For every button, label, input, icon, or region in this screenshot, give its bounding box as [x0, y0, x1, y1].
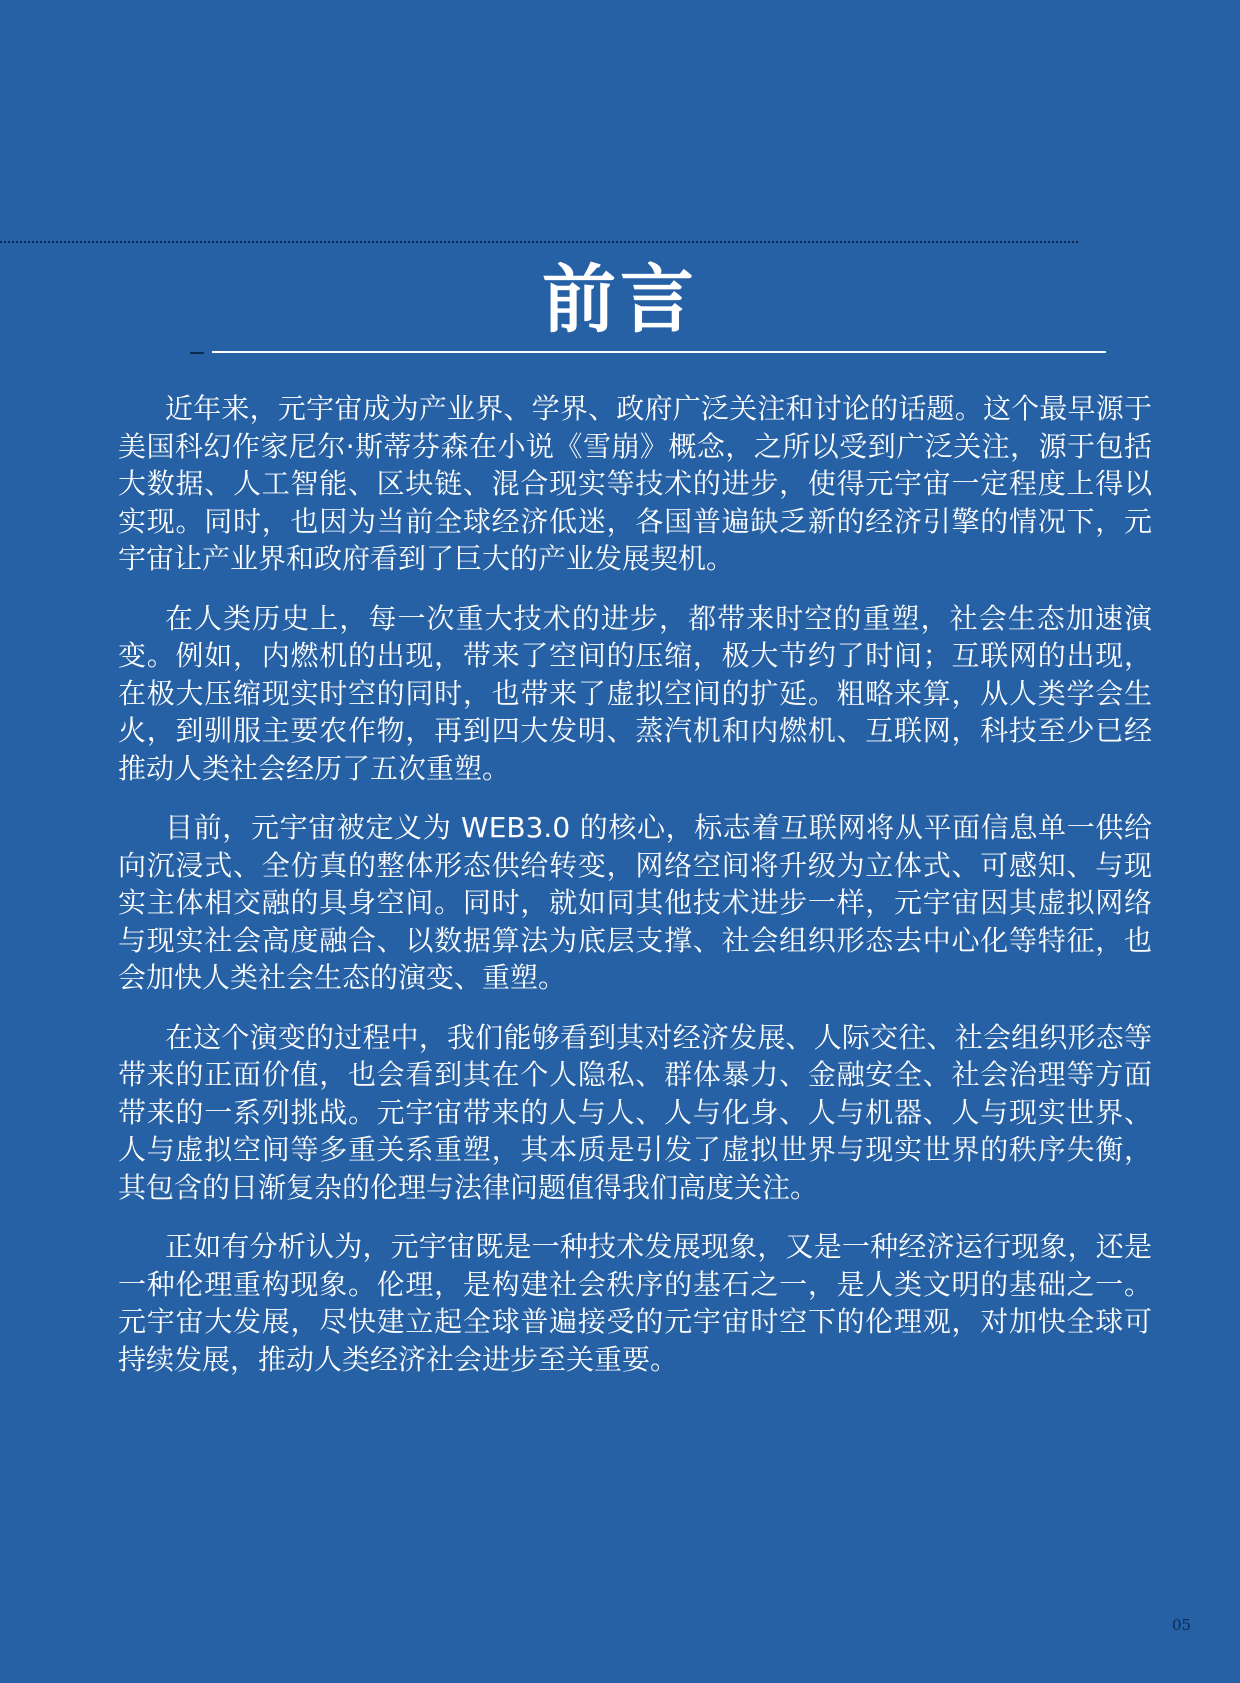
- paragraph: 目前，元宇宙被定义为 WEB3.0 的核心，标志着互联网将从平面信息单一供给向沉浸式、全仿真的整体形态供给转变，网络空间将升级为立体式、可感知、与现实主体相交融的具身空间。同时，就如同其他技术进步一样，元宇宙因其虚拟网络与现实社会高度融合、以数据算法为底层支撑、社会组织形态去中心化等特征，也会加快人类社会生态的演变、重塑。: [118, 811, 1152, 994]
- page-number: 05: [1172, 1616, 1192, 1634]
- top-dotted-divider: [0, 241, 1078, 243]
- title-underline-accent: [190, 352, 204, 354]
- page-title: 前言: [542, 257, 698, 343]
- paragraph: 正如有分析认为，元宇宙既是一种技术发展现象，又是一种经济运行现象，还是一种伦理重构现象。伦理，是构建社会秩序的基石之一，是人类文明的基础之一。元宇宙大发展，尽快建立起全球普遍接受的元宇宙时空下的伦理观，对加快全球可持续发展，推动人类经济社会进步至关重要。: [118, 1230, 1152, 1376]
- paragraph: 近年来，元宇宙成为产业界、学界、政府广泛关注和讨论的话题。这个最早源于美国科幻作家尼尔·斯蒂芬森在小说《雪崩》概念，之所以受到广泛关注，源于包括大数据、人工智能、区块链、混合现实等技术的进步，使得元宇宙一定程度上得以实现。同时，也因为当前全球经济低迷，各国普遍缺乏新的经济引擎的情况下，元宇宙让产业界和政府看到了巨大的产业发展契机。: [118, 392, 1152, 575]
- paragraph: 在这个演变的过程中，我们能够看到其对经济发展、人际交往、社会组织形态等带来的正面价值，也会看到其在个人隐私、群体暴力、金融安全、社会治理等方面带来的一系列挑战。元宇宙带来的人与人、人与化身、人与机器、人与现实世界、人与虚拟空间等多重关系重塑，其本质是引发了虚拟世界与现实世界的秩序失衡，其包含的日渐复杂的伦理与法律问题值得我们高度关注。: [118, 1020, 1152, 1204]
- paragraph: 在人类历史上，每一次重大技术的进步，都带来时空的重塑，社会生态加速演变。例如，内燃机的出现，带来了空间的压缩，极大节约了时间；互联网的出现，在极大压缩现实时空的同时，也带来了虚拟空间的扩延。粗略来算，从人类学会生火，到驯服主要农作物，再到四大发明、蒸汽机和内燃机、互联网，科技至少已经推动人类社会经历了五次重塑。: [118, 601, 1152, 785]
- title-underline: [212, 351, 1106, 353]
- preface-body: [118, 390, 1152, 1400]
